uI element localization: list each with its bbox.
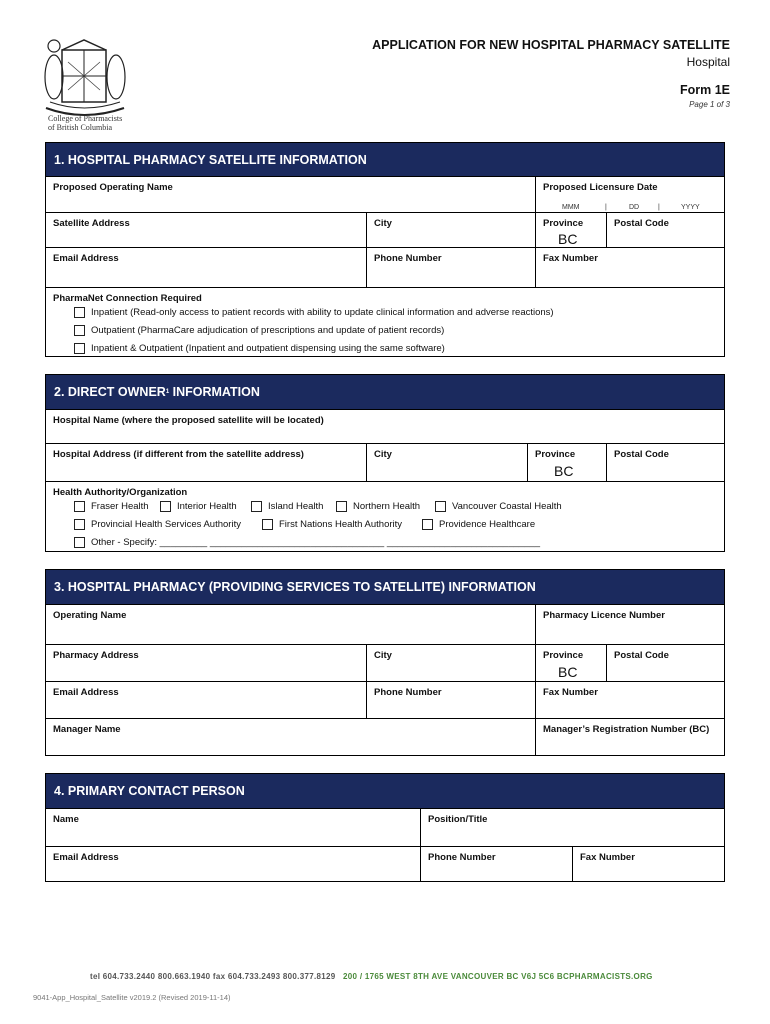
option-interior-health[interactable]: Interior Health [160,501,237,512]
hospital-name-field[interactable]: Hospital Name (where the proposed satellite will be located) [46,409,725,443]
contact-name-field[interactable]: Name [46,808,420,846]
checkbox[interactable] [262,519,273,530]
checkbox[interactable] [435,501,446,512]
pharmacy-city-field[interactable]: City [366,644,535,681]
checkbox[interactable] [74,307,85,318]
province-value: BC [554,463,574,479]
contact-fax-field[interactable]: Fax Number [572,846,725,882]
satellite-city-field[interactable]: City [366,212,535,247]
satellite-phone-field[interactable]: Phone Number [366,247,535,287]
option-phsa[interactable]: Provincial Health Services Authority [74,519,241,530]
province-value: BC [558,664,578,680]
checkbox[interactable] [74,501,85,512]
section-1-header: 1. HOSPITAL PHARMACY SATELLITE INFORMATION [46,143,724,176]
checkbox[interactable] [336,501,347,512]
logo-caption: College of Pharmacists of British Columbia [48,114,123,132]
option-fraser-health[interactable]: Fraser Health [74,501,149,512]
checkbox[interactable] [251,501,262,512]
proposed-operating-name-field[interactable]: Proposed Operating Name [46,176,535,212]
option-island-health[interactable]: Island Health [251,501,323,512]
option-outpatient[interactable]: Outpatient (PharmaCare adjudication of prescriptions and update of patient records) [74,325,444,336]
section-satellite-info [45,142,725,357]
date-mmm-label: MMM [562,204,580,211]
hospital-city-field[interactable]: City [366,443,527,481]
option-vancouver-coastal-health[interactable]: Vancouver Coastal Health [435,501,562,512]
section-2-header: 2. DIRECT OWNER 1 INFORMATION [46,375,724,409]
section-hospital-pharmacy [45,569,725,756]
footer-version: 9041-App_Hospital_Satellite v2019.2 (Revised 2019-11-14) [33,993,231,1002]
option-inpatient[interactable]: Inpatient (Read-only access to patient records with ability to update clinical information and adverse reactions) [74,307,554,318]
satellite-email-field[interactable]: Email Address [46,247,366,287]
pharmacy-address-field[interactable]: Pharmacy Address [46,644,366,681]
pharmacy-phone-field[interactable]: Phone Number [366,681,535,718]
hospital-address-field[interactable]: Hospital Address (if different from the satellite address) [46,443,366,481]
page-number: Page 1 of 3 [689,100,730,109]
pharmacy-licence-number-field[interactable]: Pharmacy Licence Number [535,604,725,644]
form-number: Form 1E [679,83,730,97]
contact-phone-field[interactable]: Phone Number [420,846,572,882]
checkbox[interactable] [160,501,171,512]
option-inpatient-outpatient[interactable]: Inpatient & Outpatient (Inpatient and outpatient dispensing using the same software) [74,343,445,354]
satellite-province-field[interactable]: Province BC [535,212,606,247]
section-direct-owner [45,374,725,552]
proposed-licensure-date-field[interactable]: Proposed Licensure Date MMM | DD | YYYY [535,176,725,212]
pharmanet-connection-group: PharmaNet Connection Required Inpatient (Read-only access to patient records with ability to update clinical information and adverse reactions) Outpatient (PharmaCare adjudication of prescriptions and update of patient records) Inpatient & Outpatient (Inpatient and outpatient dispensing using the same software) [46,287,725,357]
section-4-header: 4. PRIMARY CONTACT PERSON [46,774,724,808]
checkbox[interactable] [74,343,85,354]
date-dd-label: DD [629,204,640,211]
section-3-header: 3. HOSPITAL PHARMACY (PROVIDING SERVICES TO SATELLITE) INFORMATION [46,570,724,604]
form-title: APPLICATION FOR NEW HOSPITAL PHARMACY SATELLITE [372,38,730,52]
section-primary-contact [45,773,725,882]
option-other-specify[interactable]: Other - Specify: _________ _________________________________ _____________________________ [74,537,540,548]
date-separator: | [658,204,660,211]
pharmacy-fax-field[interactable]: Fax Number [535,681,725,718]
manager-name-field[interactable]: Manager Name [46,718,535,756]
satellite-postal-code-field[interactable]: Postal Code [606,212,725,247]
form-subtitle: Hospital [686,55,730,69]
province-value: BC [558,231,578,247]
option-northern-health[interactable]: Northern Health [336,501,420,512]
option-first-nations-health[interactable]: First Nations Health Authority [262,519,402,530]
footer-contact-info: tel 604.733.2440 800.663.1940 fax 604.733.2493 800.377.8129 200 / 1765 WEST 8TH AVE VANCOUVER BC V6J 5C6 BCPHARMACISTS.ORG [90,972,653,981]
date-yyyy-label: YYYY [681,204,700,211]
pharmacy-province-field[interactable]: Province BC [535,644,606,681]
contact-email-field[interactable]: Email Address [46,846,420,882]
checkbox[interactable] [422,519,433,530]
satellite-fax-field[interactable]: Fax Number [535,247,725,287]
checkbox[interactable] [74,519,85,530]
hospital-postal-code-field[interactable]: Postal Code [606,443,725,481]
health-authority-group: Health Authority/Organization Fraser Health Interior Health Island Health Northern Health Vancouver Coastal Health Provincial Health Services Authority First Nations Health Authority Providence Healthcare Other - Specify: _________ _________________________________ _____________________________ [46,481,725,552]
pharmacy-email-field[interactable]: Email Address [46,681,366,718]
manager-registration-number-field[interactable]: Manager’s Registration Number (BC) [535,718,725,756]
option-providence-healthcare[interactable]: Providence Healthcare [422,519,535,530]
satellite-address-field[interactable]: Satellite Address [46,212,366,247]
hospital-province-field[interactable]: Province BC [527,443,606,481]
checkbox[interactable] [74,325,85,336]
pharmacy-operating-name-field[interactable]: Operating Name [46,604,535,644]
contact-position-field[interactable]: Position/Title [420,808,725,846]
pharmacy-postal-code-field[interactable]: Postal Code [606,644,725,681]
checkbox[interactable] [74,537,85,548]
date-separator: | [605,204,607,211]
